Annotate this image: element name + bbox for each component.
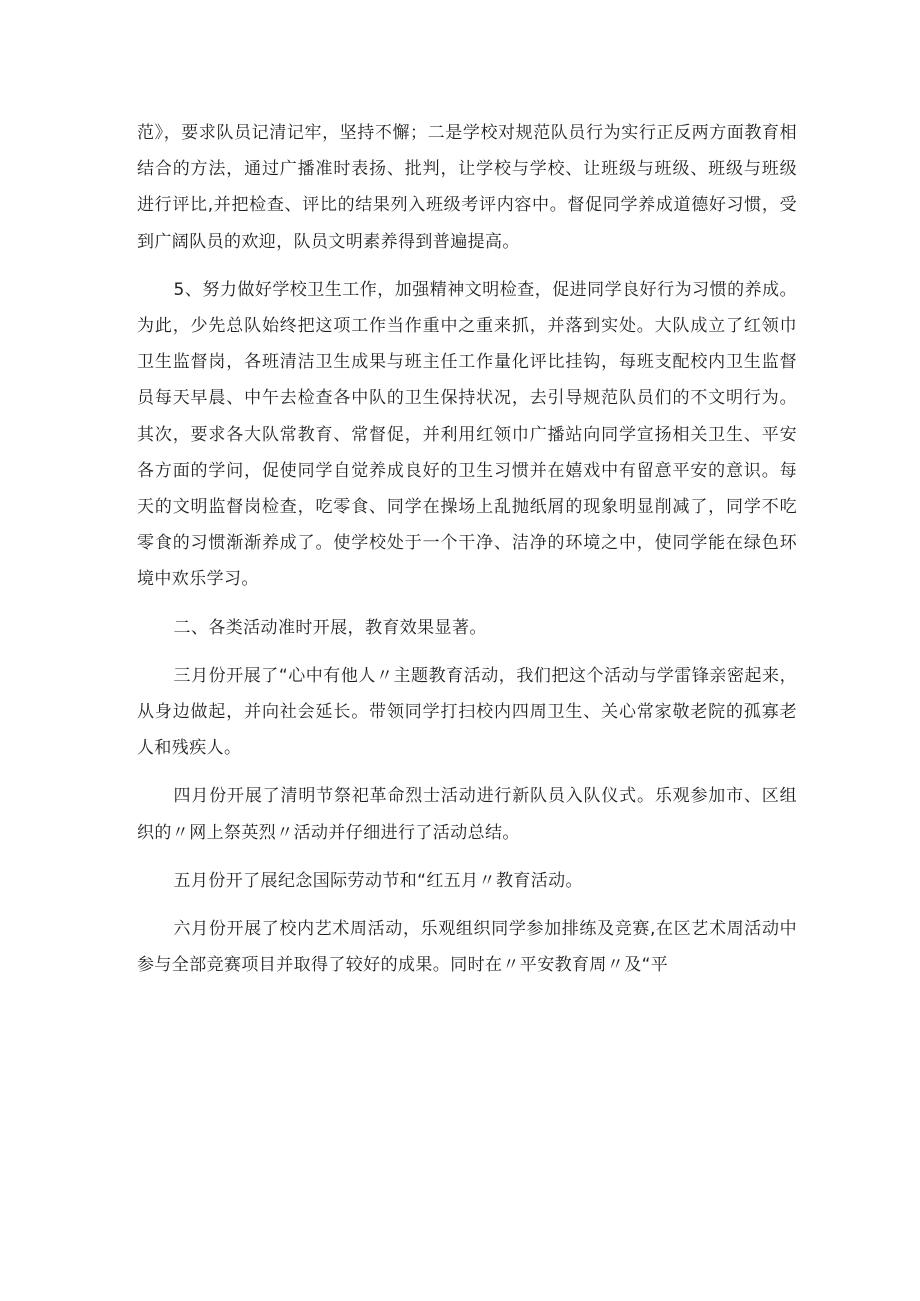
- paragraph-2: 5、努力做好学校卫生工作，加强精神文明检查，促进同学良好行为习惯的养成。为此，少先总队始终把这项工作当作重中之重来抓，并落到实处。大队成立了红领巾卫生监督岗，各班清洁卫生成果与班主任工作量化评比挂钩，每班支配校内卫生监督员每天早晨、中午去检查各中队的卫生保持状况，去引导规范队员们的不文明行为。其次，要求各大队常教育、常督促，并利用红领巾广播站向同学宣扬相关卫生、平安各方面的学问，促使同学自觉养成良好的卫生习惯并在嬉戏中有留意平安的意识。每天的文明监督岗检查，吃零食、同学在操场上乱抛纸屑的现象明显削减了，同学不吃零食的习惯渐渐养成了。使学校处于一个干净、洁净的环境之中，使同学能在绿色环境中欢乐学习。: [137, 279, 797, 590]
- paragraph-1: 范》，要求队员记清记牢，坚持不懈；二是学校对规范队员行为实行正反两方面教育相结合的方法，通过广播准时表扬、批判，让学校与学校、让班级与班级、班级与班级进行评比,并把检查、评比的结果列入班级考评内容中。督促同学养成道德好习惯，受到广阔队员的欢迎，队员文明素养得到普遍提高。: [137, 123, 797, 252]
- paragraph-march: 三月份开展了“心中有他人〃主题教育活动，我们把这个活动与学雷锋亲密起来，从身边做起，并向社会延长。带领同学打扫校内四周卫生、关心常家敬老院的孤寡老人和残疾人。: [137, 665, 797, 759]
- paragraph-april: 四月份开展了清明节祭祀革命烈士活动进行新队员入队仪式。乐观参加市、区组织的〃网上祭英烈〃活动并仔细进行了活动总结。: [137, 786, 797, 843]
- paragraph-may: 五月份开了展纪念国际劳动节和“红五月〃教育活动。: [173, 870, 583, 891]
- paragraph-june: 六月份开展了校内艺术周活动，乐观组织同学参加排练及竞赛,在区艺术周活动中参与全部竞赛项目并取得了较好的成果。同时在〃平安教育周〃及“平: [137, 919, 797, 976]
- document-body: [137, 115, 797, 983]
- section-heading-2: 二、各类活动准时开展，教育效果显著。: [173, 617, 487, 638]
